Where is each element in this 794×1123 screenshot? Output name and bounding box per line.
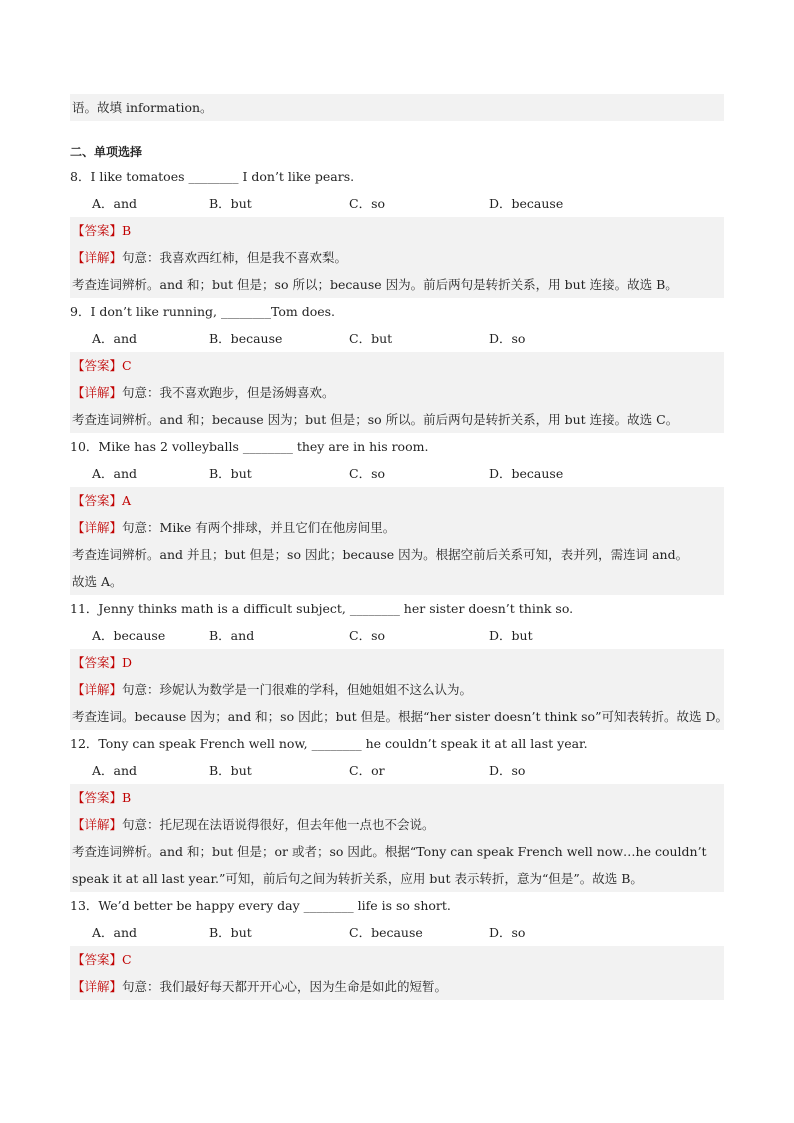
question-block (70, 595, 728, 730)
analysis-line: 考查连词辨析。and 和；but 但是；or 或者；so 因此。根据“Tony can speak French well now…he couldn’t (72, 844, 707, 859)
answer-value: B (122, 223, 132, 238)
detail-line (70, 379, 724, 406)
option-d: D．so (489, 925, 526, 940)
answer-value: C (122, 952, 132, 967)
option-b: B．but (209, 925, 252, 940)
question-stem: 12．Tony can speak French well now, ________ he couldn’t speak it at all last year. (70, 736, 588, 751)
option-a: A．because (92, 628, 166, 643)
detail-line (70, 676, 724, 703)
detail-text: 句意：我们最好每天都开开心心，因为生命是如此的短暂。 (122, 979, 448, 994)
answer-panel (70, 487, 724, 595)
answer-value: C (122, 358, 132, 373)
question-stem: 13．We’d better be happy every day ________ life is so short. (70, 898, 451, 913)
option-a: A．and (92, 331, 138, 346)
answer-line (70, 946, 724, 973)
question-block (70, 163, 724, 298)
answer-panel (70, 352, 724, 433)
answer-tag: 【答案】 (72, 790, 123, 805)
option-row (70, 190, 724, 217)
question-block (70, 433, 724, 595)
answer-value: D (122, 655, 133, 670)
answer-panel (70, 217, 724, 298)
detail-text: 句意：托尼现在法语说得很好，但去年他一点也不会说。 (122, 817, 435, 832)
answer-tag: 【答案】 (72, 358, 123, 373)
option-d: D．but (489, 628, 533, 643)
detail-line (70, 514, 724, 541)
option-d: D．so (489, 763, 526, 778)
question-stem: 9．I don’t like running, ________Tom does. (70, 304, 336, 319)
option-d: D．because (489, 466, 564, 481)
analysis-line: 故选 A。 (72, 574, 123, 589)
answer-tag: 【答案】 (72, 493, 123, 508)
detail-text: 句意：珍妮认为数学是一门很难的学科，但她姐姐不这么认为。 (122, 682, 473, 697)
question-block (70, 892, 724, 1000)
answer-tag: 【答案】 (72, 655, 123, 670)
answer-panel (70, 649, 728, 730)
question-block (70, 730, 724, 892)
answer-line (70, 487, 724, 514)
detail-tag: 【详解】 (72, 682, 123, 697)
detail-tag: 【详解】 (72, 250, 123, 265)
analysis-line: 考查连词辨析。and 和；but 但是；so 所以；because 因为。前后两句是转折关系，用 but 连接。故选 B。 (72, 277, 678, 292)
answer-line (70, 352, 724, 379)
analysis-line: speak it at all last year.”可知，前后句之间为转折关系，应用 but 表示转折，意为“但是”。故选 B。 (72, 871, 643, 886)
analysis-line: 考查连词辨析。and 和；because 因为；but 但是；so 所以。前后两句是转折关系，用 but 连接。故选 C。 (72, 412, 679, 427)
option-row (70, 757, 724, 784)
answer-line (70, 217, 724, 244)
analysis-line: 考查连词辨析。and 并且；but 但是；so 因此；because 因为。根据空前后关系可知，表并列，需连词 and。 (72, 547, 689, 562)
option-b: B．but (209, 763, 252, 778)
question-list (70, 163, 728, 1000)
question-stem: 10．Mike has 2 volleyballs ________ they are in his room. (70, 439, 429, 454)
detail-line (70, 244, 724, 271)
answer-tag: 【答案】 (72, 223, 123, 238)
section-title: 二、单项选择 (70, 145, 143, 159)
option-d: D．so (489, 331, 526, 346)
question-stem: 11．Jenny thinks math is a difficult subject, ________ her sister doesn’t think so. (70, 601, 574, 616)
option-a: A．and (92, 763, 138, 778)
answer-value: A (122, 493, 132, 508)
detail-tag: 【详解】 (72, 979, 123, 994)
option-row (70, 325, 724, 352)
option-b: B．and (209, 628, 255, 643)
answer-tag: 【答案】 (72, 952, 123, 967)
option-d: D．because (489, 196, 564, 211)
answer-line (70, 784, 724, 811)
option-c: C．because (349, 925, 423, 940)
option-row (70, 622, 724, 649)
detail-tag: 【详解】 (72, 817, 123, 832)
detail-text: 句意：我不喜欢跑步，但是汤姆喜欢。 (122, 385, 335, 400)
option-b: B．because (209, 331, 283, 346)
option-a: A．and (92, 196, 138, 211)
detail-text: 句意：我喜欢西红柿，但是我不喜欢梨。 (122, 250, 348, 265)
detail-tag: 【详解】 (72, 385, 123, 400)
option-b: B．but (209, 466, 252, 481)
option-a: A．and (92, 466, 138, 481)
option-c: C．or (349, 763, 385, 778)
option-b: B．but (209, 196, 252, 211)
analysis-line: 考查连词。because 因为；and 和；so 因此；but 但是。根据“her sister doesn’t think so”可知表转折。故选 D。 (72, 709, 728, 724)
detail-line (70, 973, 724, 1000)
question-block (70, 298, 724, 433)
content (70, 94, 728, 1000)
answer-value: B (122, 790, 132, 805)
detail-text: 句意：Mike 有两个排球，并且它们在他房间里。 (122, 520, 396, 535)
option-c: C．but (349, 331, 393, 346)
option-row (70, 460, 724, 487)
option-c: C．so (349, 196, 386, 211)
carryover-line: 语。故填 information。 (70, 94, 724, 121)
detail-tag: 【详解】 (72, 520, 123, 535)
answer-panel (70, 946, 724, 1000)
option-c: C．so (349, 466, 386, 481)
option-row (70, 919, 724, 946)
detail-line (70, 811, 724, 838)
question-stem: 8．I like tomatoes ________ I don’t like pears. (70, 169, 355, 184)
option-c: C．so (349, 628, 386, 643)
option-a: A．and (92, 925, 138, 940)
answer-panel (70, 784, 724, 892)
answer-line (70, 649, 724, 676)
